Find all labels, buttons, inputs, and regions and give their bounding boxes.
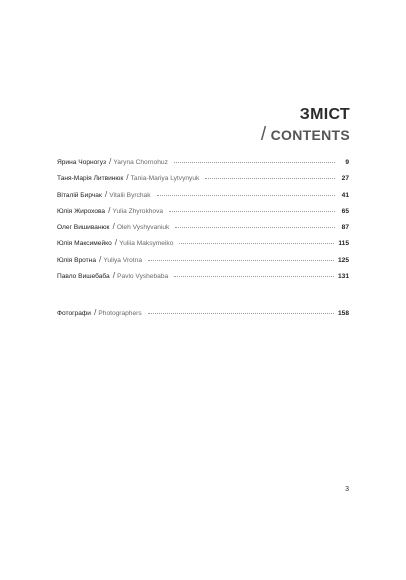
name-separator: / <box>109 156 112 166</box>
dot-leader <box>179 243 334 244</box>
section-name-en: Photographers <box>98 310 142 318</box>
page-number: 125 <box>337 256 349 264</box>
heading-english: CONTENTS <box>270 127 350 143</box>
name-separator: / <box>126 172 129 183</box>
toc-entry <box>57 221 349 237</box>
page-number: 87 <box>341 224 349 232</box>
page-number: 158 <box>337 310 349 318</box>
page-number: 131 <box>337 273 349 281</box>
author-name-ua: Віталій Бирчак <box>57 191 102 199</box>
toc-entry <box>57 205 349 221</box>
page-number: 65 <box>341 207 349 215</box>
author-name-en: Yuliia Maksymeiko <box>119 240 174 248</box>
author-name-en: Yaryna Chornohuz <box>113 159 168 166</box>
section-name-ua: Фотографи <box>57 310 91 318</box>
author-name-en: Tania-Mariya Lytvynyuk <box>130 175 200 183</box>
author-name-en: Yuliya Vrotna <box>103 256 142 264</box>
page-number: 9 <box>345 159 349 166</box>
toc-entry <box>57 270 349 286</box>
author-name-en: Vitalii Byrchak <box>109 191 151 199</box>
name-separator: / <box>112 270 116 281</box>
toc-entry <box>57 156 349 172</box>
toc-entry <box>57 254 349 270</box>
dot-leader <box>169 211 335 212</box>
toc-entry <box>57 172 349 188</box>
author-name-ua: Юлія Вротна <box>57 256 96 264</box>
name-separator: / <box>94 307 97 318</box>
heading-slash: / <box>260 124 267 145</box>
dot-leader <box>174 162 335 163</box>
table-of-contents <box>57 156 349 324</box>
name-separator: / <box>108 204 111 215</box>
name-separator: / <box>114 237 118 248</box>
heading-english-line <box>261 126 350 145</box>
author-name-ua: Юлія Жирохова <box>57 207 106 215</box>
page-number: 27 <box>341 175 349 183</box>
toc-entry <box>57 237 349 253</box>
name-separator: / <box>104 188 108 199</box>
author-name-ua: Таня-Марія Литвинюк <box>57 175 124 183</box>
author-name-ua: Юлія Максимейко <box>57 240 112 248</box>
dot-leader <box>205 178 335 179</box>
author-name-en: Pavlo Vyshebaba <box>117 273 169 281</box>
dot-leader <box>157 195 336 196</box>
dot-leader <box>148 260 334 261</box>
author-name-en: Yulia Zhyrokhova <box>112 207 164 215</box>
page-number: 115 <box>338 240 349 248</box>
author-name-ua: Ярина Чорногуз <box>57 159 107 166</box>
page-number: 41 <box>341 191 349 199</box>
heading-ukrainian: ЗМІСТ <box>299 106 350 123</box>
dot-leader <box>148 313 334 314</box>
author-name-ua: Павло Вишебаба <box>57 273 110 281</box>
contents-heading <box>261 106 350 145</box>
name-separator: / <box>99 253 102 264</box>
toc-entry <box>57 189 349 205</box>
author-name-en: Oleh Vyshyvaniuk <box>116 224 170 232</box>
author-name-ua: Олег Вишиванюк <box>57 224 110 232</box>
name-separator: / <box>112 221 115 232</box>
toc-entry-photographers <box>57 307 349 323</box>
dot-leader <box>174 276 334 277</box>
folio-page-number: 3 <box>345 486 349 493</box>
dot-leader <box>175 227 335 228</box>
